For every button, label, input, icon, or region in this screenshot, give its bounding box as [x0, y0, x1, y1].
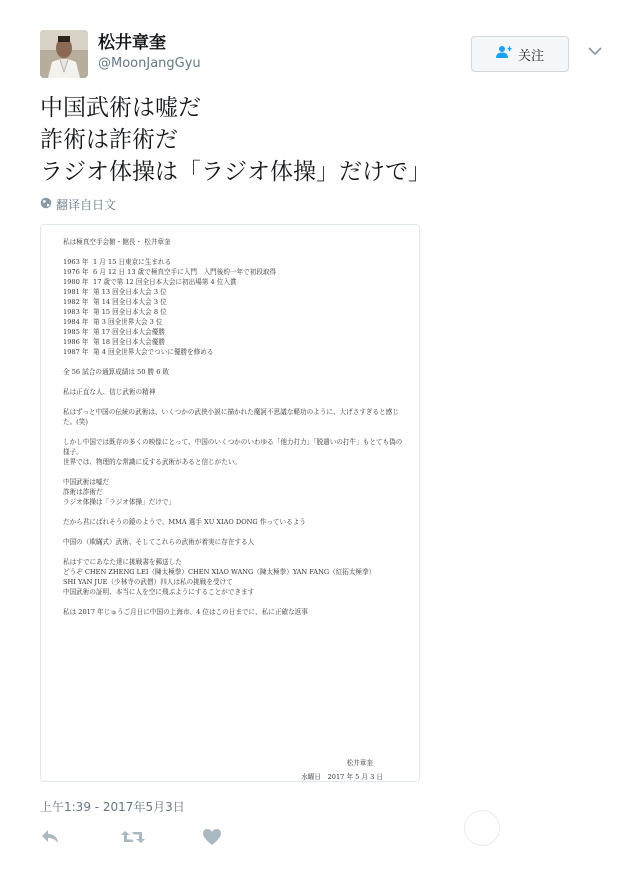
tweet-text [40, 92, 620, 188]
timeline-year: 1983 年 [63, 308, 89, 316]
timeline-year: 1976 年 [63, 268, 89, 276]
tweet-line: 中国武術は嘘だ [40, 95, 201, 121]
timeline-row [63, 267, 403, 277]
timeline-text: 第 4 回全世界大会でついに優勝を修める [93, 348, 214, 356]
translate-label: 翻译自日文 [56, 198, 117, 212]
doc-challenge-line: 中国武術の証明、本当に人を空に飛ぶようにすることができます [63, 588, 255, 596]
user-handle[interactable]: @MoonJangGyu [98, 56, 201, 71]
timeline-text: 第 18 回全日本大会優勝 [93, 338, 165, 346]
attached-image[interactable] [40, 224, 420, 782]
timeline-year: 1982 年 [63, 298, 89, 306]
timeline-row [63, 257, 403, 267]
timeline-year: 1981 年 [63, 288, 89, 296]
timeline-year: 1985 年 [63, 328, 89, 336]
chevron-down-icon[interactable] [586, 42, 604, 60]
doc-paragraph: 私はずっと中国の伝統の武術は、いくつかの武侠小説に描かれた魔訶不思議な軽功のように、大げさすぎると感じた。(笑) [63, 408, 399, 426]
timeline-year: 1980 年 [63, 278, 89, 286]
retweet-icon[interactable] [120, 828, 146, 848]
doc-honest: 私は正直な人、信じ武術の精神 [63, 388, 156, 396]
heart-icon[interactable] [202, 828, 224, 848]
display-name[interactable]: 松井章奎 [98, 33, 166, 53]
timeline-row [63, 337, 403, 347]
add-user-icon [496, 45, 512, 63]
tweet-timestamp[interactable]: 上午1:39 - 2017年5月3日 [40, 800, 185, 814]
translate-link[interactable] [40, 196, 116, 213]
user-names [98, 32, 201, 74]
timeline-row [63, 297, 403, 307]
timeline-text: 第 17 回全日本大会優勝 [93, 328, 165, 336]
timeline-year: 1986 年 [63, 338, 89, 346]
tweet-header [40, 30, 620, 82]
doc-mma: だから君にばれそうの鏡のようで、MMA 選手 XU XIAO DONG 作っているよう [63, 518, 306, 526]
tweet-actions [40, 828, 340, 848]
globe-icon [40, 197, 52, 212]
doc-paragraph: しかし中国では既存の多くの映像にとって、中国のいくつかのいわゆる「他力打力」「脱遣いの打牛」もとても偽の様子。 [63, 438, 403, 456]
doc-closing: 私は 2017 年じゅうご月日に中国の上海市、4 位はこの日までに、私に正確な返事 [63, 608, 308, 616]
document-text [63, 237, 403, 617]
timeline-text: 第 3 回全世界大会 3 位 [93, 318, 163, 326]
timeline-row [63, 287, 403, 297]
doc-poem-line: 詐術は詐術だ [63, 488, 103, 496]
follow-button[interactable] [471, 36, 569, 72]
doc-poem-line: ラジオ体操は「ラジオ体操」だけで」 [63, 498, 176, 506]
timeline-text: 第 15 回全日本大会 8 位 [93, 308, 167, 316]
reply-icon[interactable] [40, 828, 62, 848]
timeline-row [63, 307, 403, 317]
timeline-text: 第 14 回全日本大会 3 位 [93, 298, 167, 306]
timeline-text: 17 歳で第 12 回全日本大会に初出場第 4 位入賞 [93, 278, 237, 286]
overlay-circle [464, 810, 500, 846]
tweet-line: ラジオ体操は「ラジオ体操」だけで」 [40, 159, 431, 185]
timeline-row [63, 347, 403, 357]
doc-fraud: 中国の（欺瞞式）武術、そしてこれらの武術が着実に存在する人 [63, 538, 255, 546]
doc-poem-line: 中国武術は嘘だ [63, 478, 110, 486]
doc-challenge-line: どうぞ CHEN ZHENG LEI（陳太極拳）CHEN XIAO WANG（陳太極拳）YAN FANG（紅拓太極拳） [63, 568, 376, 576]
doc-heading: 私は極真空手会館・館長・ 松井章奎 [63, 238, 171, 246]
doc-record: 全 56 試合の通算成績は 50 勝 6 敗 [63, 368, 170, 376]
timeline-row [63, 317, 403, 327]
doc-signature-date: 水曜日 2017 年 5 月 3 日 [301, 773, 383, 781]
timeline-row [63, 277, 403, 287]
timeline-row [63, 327, 403, 337]
timeline-year: 1984 年 [63, 318, 89, 326]
timeline-text: 6 月 12 日 13 歳で極真空手に入門 入門後約一年で初段取得 [93, 268, 277, 276]
doc-challenge-line: SHI YAN JUE（少林寺の武僧）四人は私の挑戦を受けて [63, 578, 233, 586]
doc-challenge-line: 私はすでにあなた達に挑戦書を郵送した [63, 558, 182, 566]
timeline-text: 1 月 15 日東京に生まれる [93, 258, 172, 266]
timeline-year: 1963 年 [63, 258, 89, 266]
doc-paragraph: 世界では、物理的な常識に反する武術があると信じがたい。 [63, 458, 242, 466]
tweet-line: 詐術は詐術だ [40, 127, 178, 153]
follow-label: 关注 [517, 48, 544, 64]
timeline-year: 1987 年 [63, 348, 89, 356]
avatar[interactable] [40, 30, 88, 78]
doc-signature-name: 松井章奎 [346, 759, 373, 767]
timeline-text: 第 13 回全日本大会 3 位 [93, 288, 167, 296]
